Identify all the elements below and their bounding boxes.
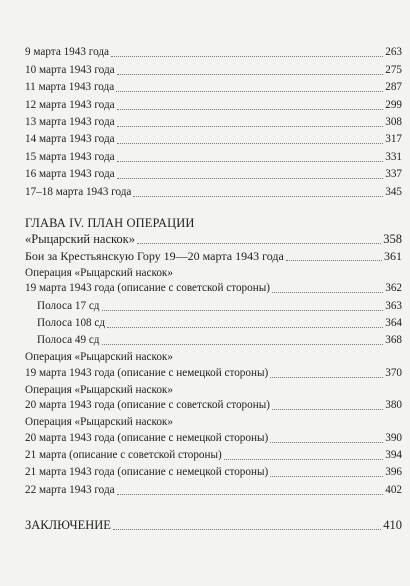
chapter-heading: ГЛАВА IV. ПЛАН ОПЕРАЦИИ [25, 215, 195, 230]
toc-entry-title: 11 марта 1943 года [25, 81, 115, 94]
toc-page-number: 368 [385, 334, 402, 347]
toc-entry-title: 21 марта (описание с советской стороны) [25, 449, 222, 462]
dot-leader [117, 108, 384, 110]
toc-entry-operation-1 [25, 266, 402, 296]
toc-entry-title: 15 марта 1943 года [25, 150, 115, 163]
dot-leader [270, 376, 383, 378]
toc-entry-title: Бои за Крестьянскую Гору 19—20 марта 1943 года [25, 248, 284, 263]
toc-page-number: 287 [385, 81, 402, 94]
dot-leader [133, 195, 383, 197]
dot-leader [102, 343, 384, 345]
toc-entry-march-21-soviet [25, 448, 402, 463]
spacer [25, 500, 402, 518]
toc-entry-title: 12 марта 1943 года [25, 98, 115, 111]
toc-page-number: 317 [385, 133, 402, 146]
toc-entry-operation-2 [25, 350, 402, 380]
toc-entry-title: Полоса 49 сд [37, 334, 100, 347]
toc-entry-row [25, 398, 402, 413]
dot-leader [113, 528, 381, 530]
toc-entry-title: Полоса 108 сд [37, 317, 106, 330]
toc-page-number: 308 [385, 115, 402, 128]
toc-entry-title: 19 марта 1943 года (описание с советской стороны) [25, 282, 270, 295]
toc-entry-march-14 [25, 132, 402, 147]
toc-entry-conclusion [25, 518, 402, 533]
toc-page-number: 364 [385, 317, 402, 330]
toc-entry-row [25, 430, 402, 445]
toc-page-number: 331 [385, 150, 402, 163]
toc-entry-heading: Операция «Рыцарский наскок» [25, 351, 173, 364]
toc-entry-title: Полоса 17 сд [37, 299, 100, 312]
toc-page-number: 394 [385, 449, 402, 462]
toc-entry-march-22 [25, 482, 402, 497]
toc-entry-title: 10 марта 1943 года [25, 63, 115, 76]
chapter-subtitle-row [25, 231, 402, 246]
toc-entry-strip-108 [25, 316, 402, 331]
chapter-subtitle: «Рыцарский наскок» [25, 231, 136, 246]
toc-entry-march-9 [25, 45, 402, 60]
toc-page-number: 402 [385, 483, 402, 496]
toc-entry-march-21-german [25, 465, 402, 480]
dot-leader [286, 259, 382, 261]
dot-leader [117, 125, 384, 127]
toc-entry-title: 16 марта 1943 года [25, 168, 115, 181]
dot-leader [272, 291, 383, 293]
toc-page-number: 361 [384, 248, 402, 263]
dot-leader [116, 90, 383, 92]
toc-page-number: 390 [385, 431, 402, 444]
toc-page-number: 345 [385, 185, 402, 198]
toc-entry-title: ЗАКЛЮЧЕНИЕ [25, 518, 111, 533]
toc-entry-march-12 [25, 97, 402, 112]
dot-leader [224, 458, 383, 460]
toc-page-number: 380 [385, 399, 402, 412]
toc-entry-heading: Операция «Рыцарский наскок» [25, 383, 173, 396]
toc-entry-strip-17 [25, 298, 402, 313]
dot-leader [117, 177, 384, 179]
dot-leader [111, 55, 383, 57]
dot-leader [137, 242, 381, 244]
toc-page-number: 396 [385, 466, 402, 479]
table-of-contents [25, 45, 402, 535]
toc-page-number: 337 [385, 168, 402, 181]
toc-entry-title: 13 марта 1943 года [25, 115, 115, 128]
dot-leader [107, 326, 383, 328]
spacer [25, 202, 402, 216]
toc-entry-march-17-18 [25, 184, 402, 199]
toc-entry-peasant-hill [25, 249, 402, 264]
toc-entry-march-11 [25, 80, 402, 95]
dot-leader [117, 142, 384, 144]
toc-entry-row [25, 281, 402, 296]
toc-entry-operation-4 [25, 415, 402, 445]
toc-page-number: 363 [385, 299, 402, 312]
dot-leader [102, 309, 384, 311]
toc-entry-title: 17–18 марта 1943 года [25, 185, 132, 198]
toc-entry-march-16 [25, 167, 402, 182]
toc-page-number: 410 [383, 518, 402, 533]
toc-conclusion [25, 518, 402, 533]
toc-entry-title: 14 марта 1943 года [25, 133, 115, 146]
toc-entry-title: 21 марта 1943 года (описание с немецкой стороны) [25, 466, 269, 479]
dot-leader [272, 408, 383, 410]
toc-entry-title: 20 марта 1943 года (описание с немецкой стороны) [25, 431, 269, 444]
toc-page-number: 362 [385, 282, 402, 295]
toc-entry-march-10 [25, 62, 402, 77]
toc-page-number: 275 [385, 63, 402, 76]
toc-page-number: 370 [385, 366, 402, 379]
toc-entry-operation-3 [25, 383, 402, 413]
toc-page-number: 358 [383, 231, 402, 246]
dot-leader [270, 475, 383, 477]
toc-entry-heading: Операция «Рыцарский наскок» [25, 416, 173, 429]
toc-entry-heading: Операция «Рыцарский наскок» [25, 266, 173, 279]
dot-leader [117, 493, 384, 495]
toc-chapter-4 [25, 216, 402, 247]
toc-entry-row [25, 365, 402, 380]
toc-entry-title: 20 марта 1943 года (описание с советской стороны) [25, 399, 270, 412]
toc-entry-title: 19 марта 1943 года (описание с немецкой стороны) [25, 366, 269, 379]
toc-entry-title: 9 марта 1943 года [25, 46, 110, 59]
toc-page-number: 263 [385, 46, 402, 59]
dot-leader [117, 73, 384, 75]
dot-leader [117, 160, 384, 162]
toc-entry-march-15 [25, 149, 402, 164]
dot-leader [270, 441, 383, 443]
toc-entry-title: 22 марта 1943 года [25, 483, 115, 496]
toc-entry-march-13 [25, 115, 402, 130]
toc-entry-strip-49 [25, 333, 402, 348]
toc-page-number: 299 [385, 98, 402, 111]
